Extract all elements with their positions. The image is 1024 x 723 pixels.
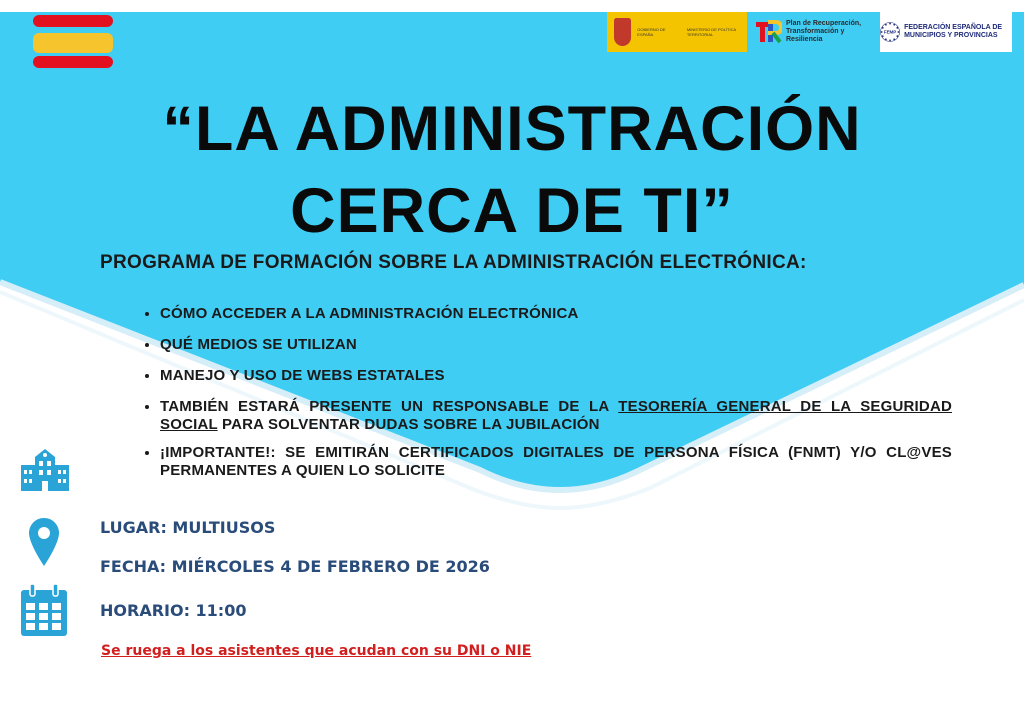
location-pin-icon [29, 518, 59, 566]
bullet-4-suffix: PARA SOLVENTAR DUDAS SOBRE LA JUBILACIÓN [217, 416, 600, 433]
tgss-underlined-text: TESORERÍA GENERAL DE LA SEGURIDAD SOCIAL [160, 398, 953, 433]
logo-ministerio-label: MINISTERIO DE POLÍTICA TERRITORIAL [686, 27, 736, 37]
info-fecha: FECHA: MIÉRCOLES 4 DE FEBRERO DE 2026 [100, 557, 490, 576]
femp-stars-icon [880, 14, 900, 50]
logo-femp-label: FEDERACIÓN ESPAÑOLA DE MUNICIPIOS Y PROVINCIAS [904, 24, 1003, 39]
list-item [160, 398, 952, 434]
title-line-2: CERCA DE TI” [290, 176, 734, 246]
flag-red-stripe-bottom [33, 56, 113, 68]
prtr-mark-icon [756, 19, 782, 45]
logo-prtr-label: Plan de Recuperación, Transformación y Resiliencia [786, 20, 862, 43]
bullet-4-prefix: TAMBIÉN ESTARÁ PRESENTE UN RESPONSABLE DE LA [160, 398, 619, 415]
title-line-1: “LA ADMINISTRACIÓN [162, 94, 862, 164]
page-title [0, 88, 1024, 252]
logo-femp [880, 12, 1012, 52]
logo-gobierno-espana [607, 12, 747, 52]
flag-red-stripe-top [33, 15, 113, 27]
list-item: • QUÉ MEDIOS SE UTILIZAN [160, 336, 952, 354]
dni-notice: Se ruega a los asistentes que acudan con su DNI o NIE [101, 643, 532, 659]
logo-gobierno-label: GOBIERNO DE ESPAÑA [637, 27, 666, 37]
program-subtitle: PROGRAMA DE FORMACIÓN SOBRE LA ADMINISTRACIÓN ELECTRÓNICA: [100, 252, 807, 273]
list-item: • ¡IMPORTANTE!: SE EMITIRÁN CERTIFICADOS DIGITALES DE PERSONA FÍSICA (FNMT) Y/O CL@VES PERMANENTES A QUIEN LO SOLICITE [160, 444, 952, 480]
flag-yellow-stripe [33, 33, 113, 53]
building-icon [21, 449, 69, 491]
info-horario: HORARIO: 11:00 [100, 601, 247, 620]
info-lugar: LUGAR: MULTIUSOS [100, 518, 276, 537]
coat-of-arms-icon [614, 18, 631, 46]
list-item: • MANEJO Y USO DE WEBS ESTATALES [160, 367, 952, 385]
calendar-icon [21, 584, 67, 636]
femp-badge-text: FEMP [883, 29, 897, 35]
list-item: • CÓMO ACCEDER A LA ADMINISTRACIÓN ELECTRÓNICA [160, 305, 952, 323]
topics-list [140, 305, 952, 493]
logo-plan-recuperacion [756, 12, 874, 52]
